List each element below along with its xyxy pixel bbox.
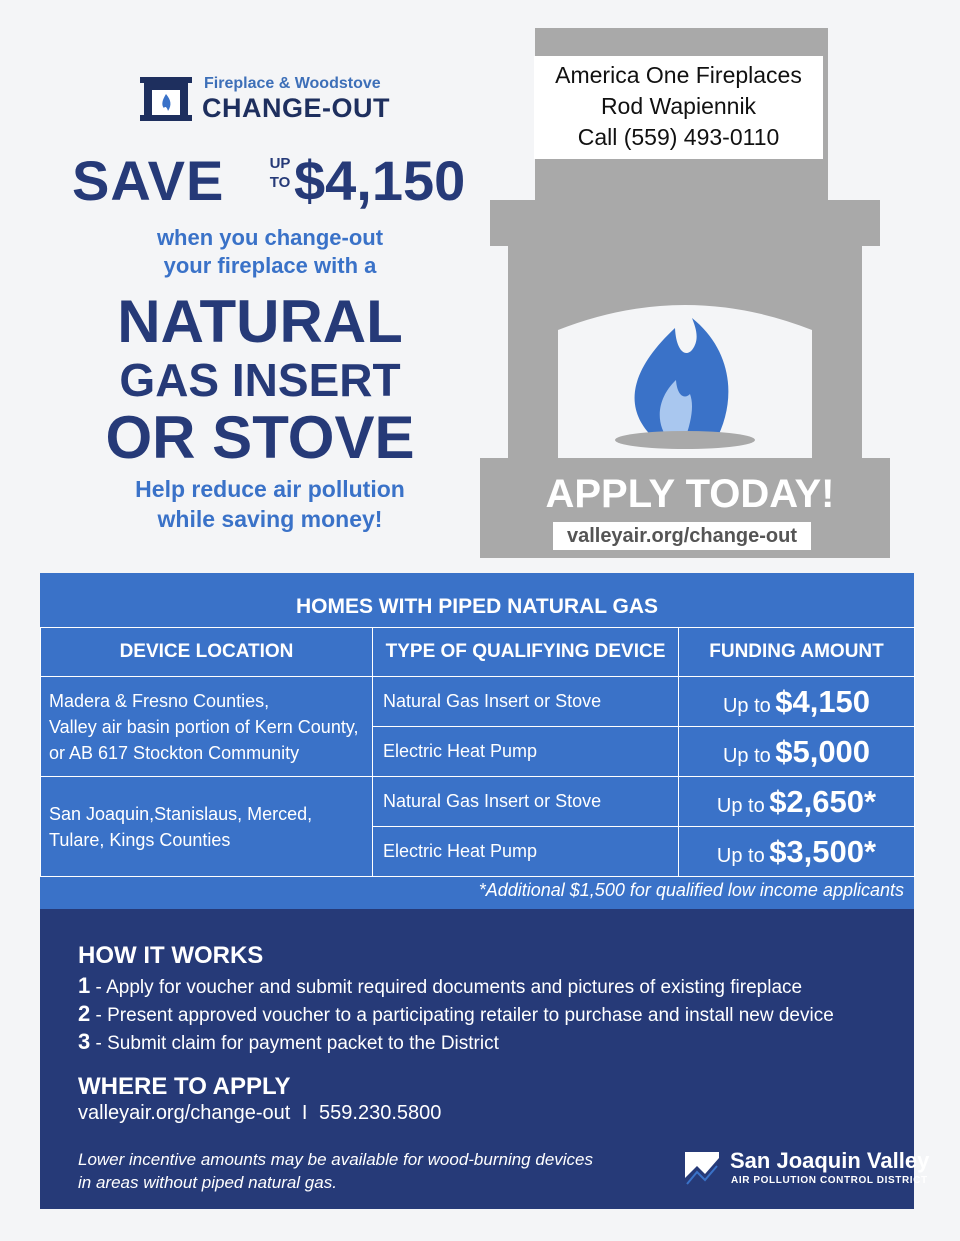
amount-value: $3,500* [769,833,877,869]
note-line2: in areas without piped natural gas. [78,1173,337,1192]
location-line: Valley air basin portion of Kern County, [49,716,359,737]
header-device-type: TYPE OF QUALIFYING DEVICE [373,628,679,677]
location-cell [41,777,373,877]
header-device-location: DEVICE LOCATION [41,628,373,677]
up-to-label [268,154,292,192]
table-header-row [41,628,915,677]
step-item [78,1029,499,1055]
device-cell: Natural Gas Insert or Stove [373,677,679,727]
wood-burning-note [78,1148,638,1194]
step-number: 3 [78,1029,91,1054]
table-footnote: *Additional $1,500 for qualified low income applicants [478,880,904,900]
table-row [41,677,915,727]
subtitle-line1: when you change-out [156,225,384,250]
save-amount: $4,150 [294,149,466,212]
program-logo [140,75,400,125]
help-line2: while saving money! [157,506,383,532]
funding-table [40,627,915,877]
note-line1: Lower incentive amounts may be available for wood-burning devices [78,1150,594,1169]
to-label: TO [269,174,291,191]
logo-line1: Fireplace & Woodstove [204,75,381,92]
where-to-apply-title: WHERE TO APPLY [78,1073,291,1100]
amount-value: $2,650* [769,783,877,819]
district-name: San Joaquin Valley [730,1148,930,1173]
amount-cell [679,777,915,827]
location-line: Madera & Fresno Counties, [49,690,270,711]
subtitle-line2: your fireplace with a [163,253,377,278]
amount-prefix: Up to [722,694,771,717]
step-item [78,973,802,999]
up-label: UP [269,155,291,172]
retailer-phone: Call (559) 493-0110 [577,124,780,150]
apply-url-link[interactable]: valleyair.org/change-out [553,522,811,550]
device-headline [60,290,460,470]
where-to-apply-line [78,1102,441,1125]
apply-url[interactable]: valleyair.org/change-out [78,1102,291,1124]
fireplace-logo-icon [140,77,192,121]
save-headline [72,148,472,218]
step-item [78,1001,834,1027]
retailer-card [534,56,823,159]
step-text: - Apply for voucher and submit required documents and pictures of existing fireplace [90,977,803,998]
natural-word: NATURAL [117,288,403,355]
device-cell: Electric Heat Pump [373,827,679,877]
retailer-contact: Rod Wapiennik [600,93,757,119]
gas-insert-words: GAS INSERT [119,354,401,406]
or-stove-words: OR STOVE [105,404,415,471]
device-cell: Natural Gas Insert or Stove [373,777,679,827]
apply-today-label: APPLY TODAY! [545,472,835,516]
header-funding-amount: FUNDING AMOUNT [679,628,915,677]
step-number: 1 [78,973,91,998]
retailer-name: America One Fireplaces [555,62,802,88]
district-logo-icon [683,1148,727,1188]
location-line: or AB 617 Stockton Community [49,742,300,763]
amount-prefix: Up to [716,794,765,817]
help-line1: Help reduce air pollution [135,476,405,502]
location-line: Tulare, Kings Counties [49,829,231,850]
amount-value: $5,000 [775,733,871,769]
device-cell: Electric Heat Pump [373,727,679,777]
amount-cell [679,677,915,727]
amount-prefix: Up to [716,844,765,867]
separator: I [301,1102,308,1124]
step-text: - Present approved voucher to a participating retailer to purchase and install new device [90,1005,834,1026]
step-text: - Submit claim for payment packet to the District [90,1033,499,1054]
headline-subtitle [70,224,470,280]
amount-value: $4,150 [775,683,871,719]
district-subtitle: AIR POLLUTION CONTROL DISTRICT [731,1175,928,1186]
table-row [41,777,915,827]
how-it-works-title: HOW IT WORKS [78,942,264,969]
logo-line2: CHANGE-OUT [202,93,390,123]
location-line: San Joaquin,Stanislaus, Merced, [49,803,313,824]
location-cell [41,677,373,777]
step-number: 2 [78,1001,91,1026]
table-title: HOMES WITH PIPED NATURAL GAS [295,595,659,618]
amount-cell [679,727,915,777]
amount-prefix: Up to [722,744,771,767]
help-tagline [70,474,470,534]
save-word: SAVE [72,149,225,212]
amount-cell [679,827,915,877]
apply-phone[interactable]: 559.230.5800 [319,1102,442,1124]
